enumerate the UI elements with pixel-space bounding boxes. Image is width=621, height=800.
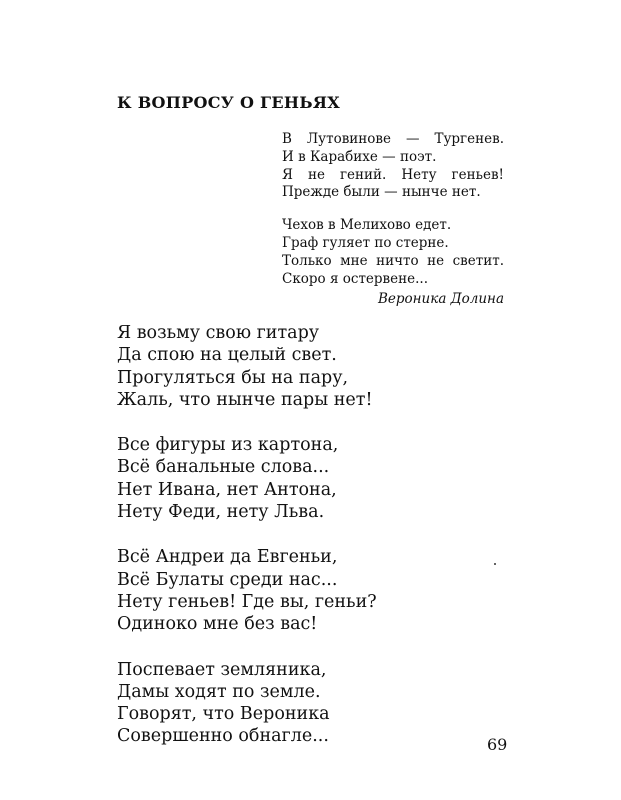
poem-line: Прогуляться бы на пару, — [117, 367, 349, 388]
poem-line: Все фигуры из картона, — [117, 435, 339, 456]
poem-line: Жаль, что нынче пары нет! — [117, 389, 373, 410]
poem-body — [117, 322, 377, 748]
epigraph-attribution: Вероника Долина — [377, 291, 504, 307]
poem-line: Дамы ходят по земле. — [117, 681, 321, 702]
poem-line: Всё Андреи да Евгеньи, — [117, 547, 338, 568]
poem-line: Всё Булаты среди нас... — [117, 569, 338, 590]
epigraph-stanza-2 — [282, 217, 504, 288]
epigraph-line: Только мне ничто не светит. — [282, 252, 504, 269]
epigraph-line: И в Карабихе — поэт. — [282, 148, 437, 165]
poem-line: Да спою на целый свет. — [117, 345, 337, 366]
poem-line: Я возьму свою гитару — [117, 323, 320, 343]
poem-title: К ВОПРОСУ О ГЕНЬЯХ — [117, 93, 340, 112]
epigraph-line: Скоро я остервене... — [282, 270, 429, 287]
epigraph-line: В Лутовинове — Тургенев. — [282, 131, 504, 147]
poem-stanza-1 — [117, 322, 377, 411]
poem-line: Говорят, что Вероника — [117, 704, 330, 725]
poem-line: Нету геньев! Где вы, геньи? — [117, 591, 377, 612]
poem-stanza-4 — [117, 659, 377, 748]
epigraph-line: Граф гуляет по стерне. — [282, 234, 449, 251]
epigraph-stanza-1 — [282, 131, 504, 202]
print-speck — [494, 563, 496, 565]
poem-line: Нет Ивана, нет Антона, — [117, 479, 337, 500]
epigraph-line: Чехов в Мелихово едет. — [282, 217, 452, 234]
poem-line: Одиноко мне без вас! — [117, 614, 318, 635]
epigraph-line: Прежде были — нынче нет. — [282, 184, 481, 201]
poem-line: Поспевает земляника, — [117, 659, 327, 680]
poem-stanza-3 — [117, 546, 377, 635]
poem-stanza-2 — [117, 434, 377, 523]
poem-line: Совершенно обнагле... — [117, 726, 329, 747]
epigraph-line: Я не гений. Нету геньев! — [282, 166, 504, 183]
epigraph — [282, 131, 504, 288]
poem-line: Всё банальные слова... — [117, 457, 330, 478]
poem-line: Нету Феди, нету Льва. — [117, 502, 325, 523]
page-number: 69 — [487, 735, 508, 754]
